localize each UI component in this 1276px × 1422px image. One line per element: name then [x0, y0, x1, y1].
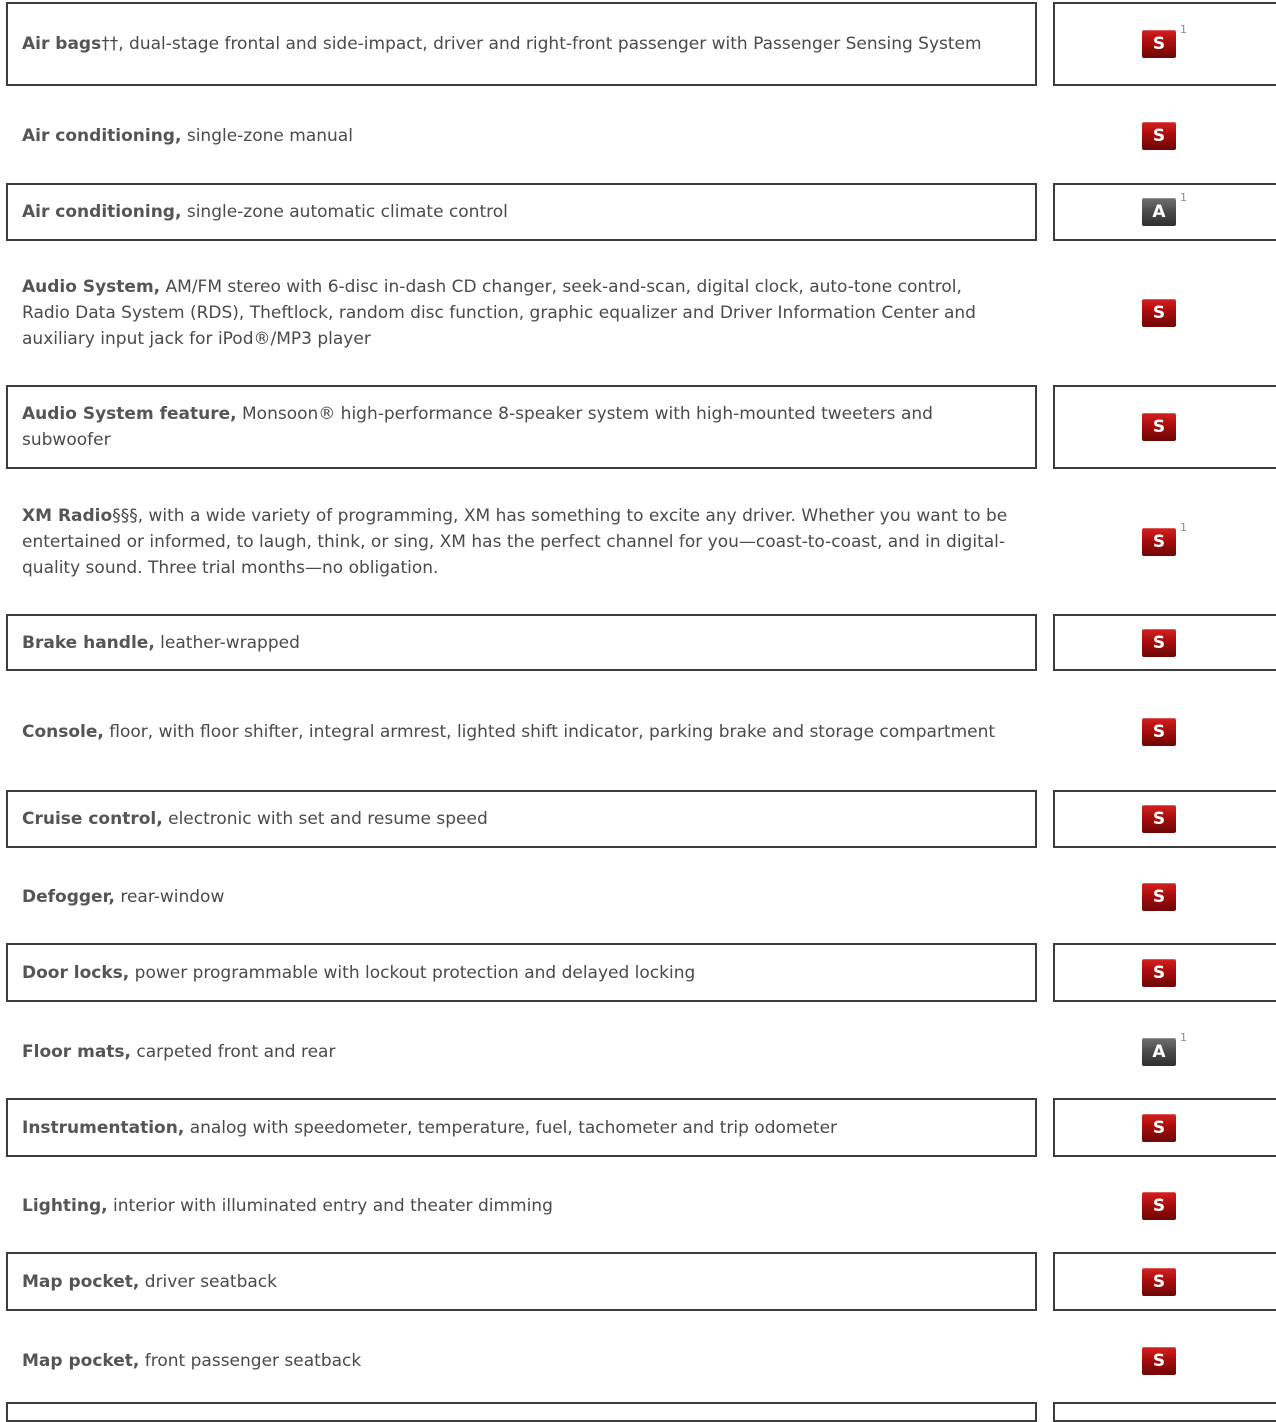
feature-name: Instrumentation,: [22, 1117, 185, 1138]
feature-name: XM Radio: [22, 506, 113, 526]
next-row-frame: [6, 1402, 1037, 1422]
feature-name: Cruise control,: [22, 809, 163, 829]
feature-row: [0, 1098, 1276, 1157]
feature-disclaimer-symbol: ††: [101, 34, 119, 54]
footnote-marker: 1: [1180, 23, 1187, 36]
feature-row: [0, 790, 1276, 848]
feature-description: [22, 884, 224, 910]
feature-name: Map pocket,: [22, 1271, 140, 1292]
feature-row: [0, 1175, 1276, 1236]
feature-detail: analog with speedometer, temperature, fuel, tachometer and trip odometer: [184, 1117, 838, 1138]
standard-badge: S: [1142, 528, 1176, 556]
feature-name: Map pocket,: [22, 1350, 140, 1371]
standard-badge: S: [1142, 1114, 1176, 1142]
standard-badge: S: [1142, 122, 1176, 150]
feature-name: Air bags: [22, 34, 102, 54]
standard-badge: S: [1142, 1192, 1176, 1220]
feature-description-cell: [6, 263, 1037, 363]
feature-disclaimer-symbol: §§§: [112, 506, 138, 526]
feature-row: [0, 183, 1276, 241]
standard-badge: S: [1142, 1347, 1176, 1375]
feature-description-cell: [6, 692, 1037, 772]
feature-detail: electronic with set and resume speed: [162, 809, 488, 829]
feature-description: [22, 630, 300, 656]
feature-detail: leather-wrapped: [154, 632, 300, 653]
feature-description-cell: [6, 1098, 1037, 1157]
feature-description-cell: [6, 492, 1037, 592]
feature-description-cell: [6, 1252, 1037, 1311]
feature-description-cell: [6, 614, 1037, 671]
feature-description: [22, 1269, 277, 1295]
next-row-frame: [1053, 1402, 1276, 1422]
feature-row: [0, 692, 1276, 772]
feature-detail: single-zone automatic climate control: [181, 202, 508, 222]
feature-name: Defogger,: [22, 886, 115, 907]
feature-detail: front passenger seatback: [139, 1350, 362, 1371]
feature-description-cell: [6, 790, 1037, 848]
feature-description: [22, 401, 1015, 453]
feature-description: [22, 503, 1015, 581]
feature-description-cell: [6, 2, 1037, 86]
feature-name: Air conditioning,: [22, 126, 182, 146]
feature-row: [0, 1329, 1276, 1392]
feature-description: [22, 806, 488, 832]
feature-row: [0, 2, 1276, 86]
available-badge: A: [1142, 1038, 1176, 1066]
standard-badge: S: [1142, 299, 1176, 327]
feature-detail: AM/FM stereo with 6-disc in-dash CD changer, seek-and-scan, digital clock, auto-tone control, Radio Data System (RDS), Theftlock, random disc function, graphic equalizer and Driver Information Center and auxiliary input jack for iPod®/MP3 player: [22, 277, 976, 349]
footnote-marker: 1: [1180, 1031, 1187, 1044]
feature-detail: floor, with floor shifter, integral armrest, lighted shift indicator, parking brake and storage compartment: [103, 722, 996, 742]
feature-name: Brake handle,: [22, 632, 155, 653]
feature-row: [0, 1020, 1276, 1083]
feature-detail: single-zone manual: [181, 126, 353, 146]
standard-badge: S: [1142, 629, 1176, 657]
feature-detail: Monsoon® high-performance 8-speaker system with high-mounted tweeters and subwoofer: [22, 404, 933, 450]
footnote-marker: 1: [1180, 191, 1187, 204]
feature-name: Audio System,: [22, 277, 161, 297]
standard-badge: S: [1142, 959, 1176, 987]
feature-detail: power programmable with lockout protection and delayed locking: [129, 962, 696, 983]
feature-description: [22, 1348, 361, 1374]
standard-badge: S: [1142, 805, 1176, 833]
feature-description: [22, 719, 995, 745]
feature-row: [0, 110, 1276, 162]
feature-name: Lighting,: [22, 1195, 108, 1216]
feature-detail: , with a wide variety of programming, XM has something to excite any driver. Whether you want to be entertained or informed, to laugh, think, or sing, XM has the perfect channel for you—coast-to-coast, and in digital-quality sound. Three trial months—no obligation.: [22, 506, 1008, 578]
feature-description: [22, 274, 1015, 352]
feature-row: [0, 492, 1276, 592]
feature-row: [0, 385, 1276, 469]
feature-name: Console,: [22, 722, 104, 742]
feature-detail: rear-window: [114, 886, 225, 907]
feature-description: [22, 960, 695, 986]
feature-description-cell: [6, 183, 1037, 241]
feature-description: [22, 31, 982, 57]
feature-description-cell: [6, 1175, 1037, 1236]
feature-detail: , dual-stage frontal and side-impact, driver and right-front passenger with Passenger Sensing System: [118, 34, 982, 54]
standard-badge: S: [1142, 30, 1176, 58]
feature-detail: driver seatback: [139, 1271, 277, 1292]
feature-row: [0, 943, 1276, 1002]
feature-description: [22, 199, 508, 225]
feature-description: [22, 1039, 335, 1065]
feature-description: [22, 1115, 837, 1141]
feature-name: Door locks,: [22, 962, 130, 983]
footnote-marker: 1: [1180, 521, 1187, 534]
feature-description-cell: [6, 110, 1037, 162]
standard-badge: S: [1142, 1268, 1176, 1296]
feature-row: [0, 614, 1276, 671]
feature-description-cell: [6, 866, 1037, 927]
feature-description-cell: [6, 1020, 1037, 1083]
feature-detail: carpeted front and rear: [131, 1041, 336, 1062]
standard-badge: S: [1142, 718, 1176, 746]
standard-badge: S: [1142, 413, 1176, 441]
feature-row: [0, 263, 1276, 363]
feature-detail: interior with illuminated entry and theater dimming: [107, 1195, 553, 1216]
feature-description-cell: [6, 385, 1037, 469]
feature-description: [22, 123, 353, 149]
feature-name: Air conditioning,: [22, 202, 182, 222]
feature-description-cell: [6, 1329, 1037, 1392]
feature-description: [22, 1193, 553, 1219]
standard-badge: S: [1142, 883, 1176, 911]
available-badge: A: [1142, 198, 1176, 226]
feature-name: Audio System feature,: [22, 404, 237, 424]
feature-name: Floor mats,: [22, 1041, 131, 1062]
feature-row: [0, 1252, 1276, 1311]
feature-row: [0, 866, 1276, 927]
feature-description-cell: [6, 943, 1037, 1002]
